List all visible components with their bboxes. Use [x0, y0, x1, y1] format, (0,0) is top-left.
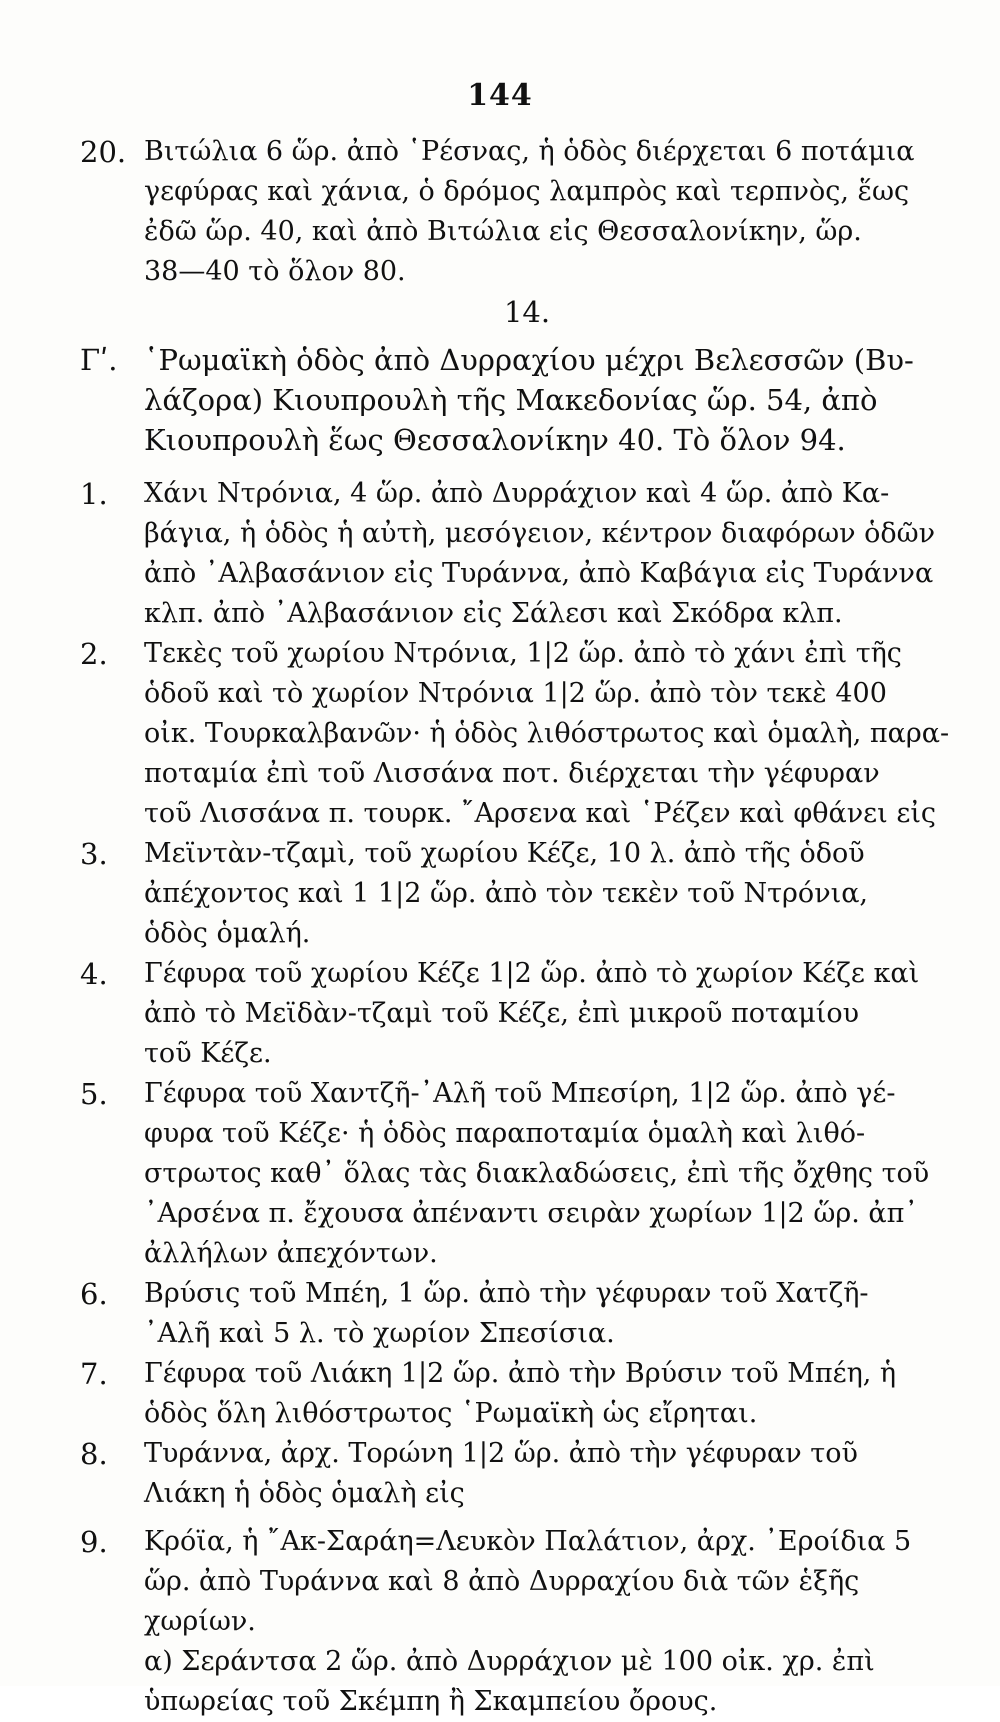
text-line: Γέφυρα τοῦ Λιάκη 1|2 ὥρ. ἀπὸ τὴν Βρύσιν τοῦ Μπέη, ἡ: [144, 1358, 897, 1389]
item-6: [80, 1274, 910, 1354]
text-line: Κρόϊα, ἡ ῎Ακ-Σαράη=Λευκὸν Παλάτιον, ἀρχ. ᾿Εροίδια 5: [144, 1526, 912, 1557]
text-line: βάγια, ἡ ὁδὸς ἡ αὐτὴ, μεσόγειον, κέντρον διαφόρων ὁδῶν: [144, 518, 936, 549]
text-line: φυρα τοῦ Κέζε· ἡ ὁδὸς παραποταμία ὁμαλὴ καὶ λιθό-: [144, 1118, 866, 1149]
text-line: Γέφυρα τοῦ Χαντζῆ-᾿Αλῆ τοῦ Μπεσίρη, 1|2 ὥρ. ἀπὸ γέ-: [144, 1078, 896, 1109]
page-body: [80, 132, 950, 1722]
text-line: οἰκ. Τουρκαλβανῶν· ἡ ὁδὸς λιθόστρωτος καὶ ὁμαλὴ, παρα-: [144, 718, 950, 749]
item-number: 3.: [80, 837, 108, 871]
text-line: ἀλλήλων ἀπεχόντων.: [144, 1238, 438, 1269]
text-line: στρωτος καθ᾿ ὅλας τὰς διακλαδώσεις, ἐπὶ τῆς ὄχθης τοῦ: [144, 1158, 930, 1189]
text-line: ὁδὸς ὁμαλή.: [144, 918, 311, 949]
entry-20: [80, 132, 915, 292]
item-text: [144, 1522, 910, 1642]
text-line: κλπ. ἀπὸ ᾿Αλβασάνιον εἰς Σάλεσι καὶ Σκόδρα κλπ.: [144, 598, 843, 629]
item-9: [80, 1522, 910, 1642]
text-line: ἀπέχοντος καὶ 1 1|2 ὥρ. ἀπὸ τὸν τεκὲν τοῦ Ντρόνια,: [144, 878, 869, 909]
item-text: [144, 1354, 910, 1434]
item-number: 1.: [80, 477, 108, 511]
text-line: Τυράννα, ἀρχ. Τορώνη 1|2 ὥρ. ἀπὸ τὴν γέφυραν τοῦ: [144, 1438, 858, 1469]
text-line: Βρύσις τοῦ Μπέη, 1 ὥρ. ἀπὸ τὴν γέφυραν τοῦ Χατζῆ-: [144, 1278, 869, 1309]
item-1: [80, 474, 936, 634]
item-text: [144, 1274, 910, 1354]
section-text: [144, 340, 914, 460]
text-line: ἀπὸ ᾿Αλβασάνιον εἰς Τυράννα, ἀπὸ Καβάγια εἰς Τυράννα: [144, 558, 934, 589]
item-5: [80, 1074, 930, 1274]
item-number: 6.: [80, 1277, 108, 1311]
text-line: Χάνι Ντρόνια, 4 ὥρ. ἀπὸ Δυρράχιον καὶ 4 ὥρ. ἀπὸ Κα-: [144, 478, 890, 509]
item-number: 4.: [80, 957, 108, 991]
item-text: [144, 634, 950, 834]
text-line: Γέφυρα τοῦ χωρίου Κέζε 1|2 ὥρ. ἀπὸ τὸ χωρίον Κέζε καὶ: [144, 958, 920, 989]
item-4: [80, 954, 920, 1074]
text-line: Βιτώλια 6 ὥρ. ἀπὸ ῾Ρέσνας, ἡ ὁδὸς διέρχεται 6 ποτάμια: [144, 136, 915, 167]
item-text: [144, 1074, 930, 1274]
item-number: 7.: [80, 1357, 108, 1391]
text-line: ποταμία ἐπὶ τοῦ Λισσάνα ποτ. διέρχεται τὴν γέφυραν: [144, 758, 880, 789]
section-letter: Γʹ.: [80, 343, 118, 377]
text-line: Κιουπρουλὴ ἕως Θεσσαλονίκην 40. Τὸ ὅλον 94.: [144, 423, 846, 457]
item-text: [144, 834, 910, 954]
text-line: λάζορα) Κιουπρουλὴ τῆς Μακεδονίας ὥρ. 54, ἀπὸ: [144, 383, 878, 417]
text-line: ὥρ. ἀπὸ Τυράννα καὶ 8 ἀπὸ Δυρραχίου διὰ τῶν ἑξῆς: [144, 1566, 860, 1597]
text-line: ὑπωρείας τοῦ Σκέμπη ἢ Σκαμπείου ὄρους.: [144, 1686, 718, 1717]
text-line: ἐδῶ ὥρ. 40, καὶ ἀπὸ Βιτώλια εἰς Θεσσαλονίκην, ὥρ.: [144, 216, 862, 247]
text-line: ᾿Αρσένα π. ἔχουσα ἀπέναντι σειρὰν χωρίων 1|2 ὥρ. ἀπ᾿: [144, 1198, 918, 1229]
text-line: τοῦ Κέζε.: [144, 1038, 272, 1069]
text-line: ὁδοῦ καὶ τὸ χωρίον Ντρόνια 1|2 ὥρ. ἀπὸ τὸν τεκὲ 400: [144, 678, 887, 709]
text-line: Τεκὲς τοῦ χωρίου Ντρόνια, 1|2 ὥρ. ἀπὸ τὸ χάνι ἐπὶ τῆς: [144, 638, 902, 669]
text-line: Λιάκη ἡ ὁδὸς ὁμαλὴ εἰς: [144, 1478, 465, 1509]
text-line: α) Σεράντσα 2 ὥρ. ἀπὸ Δυρράχιον μὲ 100 οἰκ. χρ. ἐπὶ: [144, 1646, 875, 1677]
item-number: 5.: [80, 1077, 108, 1111]
text-line: 38—40 τὸ ὅλον 80.: [144, 256, 406, 287]
text-line: Μεϊντὰν-τζαμὶ, τοῦ χωρίου Κέζε, 10 λ. ἀπὸ τῆς ὁδοῦ: [144, 838, 865, 869]
item-text: [144, 1434, 910, 1514]
text-line: ὁδὸς ὅλη λιθόστρωτος ῾Ρωμαϊκὴ ὡς εἴρηται.: [144, 1398, 758, 1429]
item-text: [144, 954, 920, 1074]
text-line: χωρίων.: [144, 1606, 256, 1637]
text-line: τοῦ Λισσάνα π. τουρκ. ῎Αρσενα καὶ ῾Ρέζεν καὶ φθάνει εἰς: [144, 798, 937, 829]
section-number: 14.: [503, 295, 551, 329]
item-number: 8.: [80, 1437, 108, 1471]
entry-text: [144, 132, 915, 292]
item-2: [80, 634, 950, 834]
item-text: [144, 474, 936, 634]
entry-number: 20.: [80, 135, 127, 169]
item-7: [80, 1354, 910, 1434]
item-3: [80, 834, 910, 954]
text-line: ἀπὸ τὸ Μεϊδὰν-τζαμὶ τοῦ Κέζε, ἐπὶ μικροῦ ποταμίου: [144, 998, 859, 1029]
sub-item-a: [144, 1642, 910, 1722]
item-number: 2.: [80, 637, 108, 671]
page-number: 144: [467, 78, 533, 113]
item-number: 9.: [80, 1525, 108, 1559]
item-8: [80, 1434, 910, 1514]
text-line: ῾Ρωμαϊκὴ ὁδὸς ἀπὸ Δυρραχίου μέχρι Βελεσσῶν (Βυ-: [144, 343, 914, 377]
text-line: ᾿Αλῆ καὶ 5 λ. τὸ χωρίον Σπεσίσια.: [144, 1318, 615, 1349]
section-heading: [80, 340, 914, 460]
text-line: γεφύρας καὶ χάνια, ὁ δρόμος λαμπρὸς καὶ τερπνὸς, ἕως: [144, 176, 910, 207]
